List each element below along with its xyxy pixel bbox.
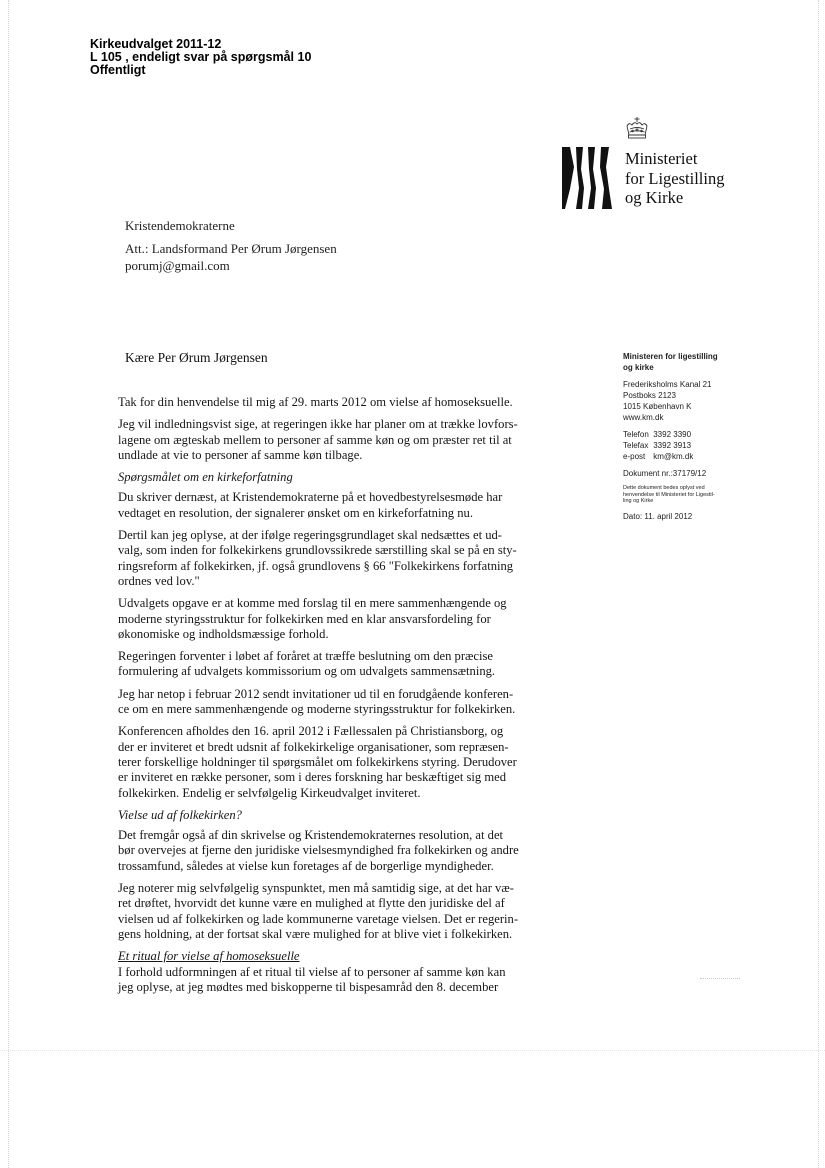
sender-sidebar: [623, 351, 773, 522]
body-paragraph: [118, 724, 558, 800]
ministry-name-line: og Kirke: [625, 188, 684, 207]
text-line: Du skriver dernæst, at Kristendemokraterne på et hovedbestyrelsesmøde har: [118, 490, 503, 505]
section-heading: [118, 949, 558, 964]
text-line: bør overvejes at fjerne den juridiske vielsesmyndighed fra folkekirken og andre: [118, 843, 519, 858]
address-line: Frederiksholms Kanal 21: [623, 380, 712, 389]
body-paragraph: [118, 528, 558, 589]
address-line: 1015 København K: [623, 402, 692, 411]
text-line: ce om en mere sammenhængende og moderne styringsstruktur for folkekirken.: [118, 702, 516, 717]
text-line: økonomiske og indholdsmæssige forhold.: [118, 626, 329, 641]
body-paragraph: [118, 687, 558, 718]
letter-body: [118, 395, 558, 1002]
contact-phone: Telefon 3392 3390: [623, 430, 692, 439]
letter-date: Dato: 11. april 2012: [623, 511, 693, 521]
text-line: ringsreform af folkekirken, jf. også grundlovens § 66 "Folkekirkens forfatning: [118, 558, 514, 573]
stamp-line-committee: Kirkeudvalget 2011-12: [90, 37, 222, 51]
ministry-mark-icon: [562, 147, 612, 209]
text-line: Konferencen afholdes den 16. april 2012 i Fællessalen på Christiansborg, og: [118, 724, 504, 739]
contact-fax: Telefax 3392 3913: [623, 441, 692, 450]
website: www.km.dk: [623, 413, 664, 422]
text-line: Spørgsmålet om en kirkeforfatning: [118, 470, 293, 485]
section-heading: [118, 470, 558, 485]
section-heading: [118, 808, 558, 823]
scan-artifact: [8, 0, 9, 1168]
salutation: Kære Per Ørum Jørgensen: [125, 350, 268, 365]
text-line: folkekirken. Endelig er selvfølgelig Kirkeudvalget inviteret.: [118, 785, 421, 800]
text-line: I forhold udformningen af et ritual til vielse af to personer af samme køn kan: [118, 964, 506, 979]
text-line: gens holdning, at der fortsat skal være mulighed for at blive viet i folkekirken.: [118, 926, 513, 941]
text-line: ret drøftet, hvorvidt det kunne være en mulighed at flytte den juridiske del af: [118, 896, 505, 911]
text-line: Et ritual for vielse af homoseksuelle: [118, 949, 300, 964]
body-paragraph: [118, 828, 558, 874]
text-line: jeg oplyse, at jeg mødtes med biskopperne til bispesamråd den 8. december: [118, 979, 499, 994]
recipient-address: [125, 217, 337, 274]
body-paragraph: [118, 596, 558, 642]
text-line: Vielse ud af folkekirken?: [118, 807, 242, 822]
body-paragraph: [118, 417, 558, 463]
text-line: Jeg vil indledningsvist sige, at regeringen ikke har planer om at trække lovfors-: [118, 417, 518, 432]
text-line: valg, som inden for folkekirkens grundlovssikrede særstilling skal se på en sty-: [118, 543, 517, 558]
text-line: Regeringen forventer i løbet af foråret at træffe beslutning om den præcise: [118, 649, 494, 664]
ministry-name-line: Ministeriet: [625, 149, 698, 168]
scan-artifact: [700, 978, 740, 979]
contact-email: e-post km@km.dk: [623, 452, 694, 461]
stamp-line-public: Offentligt: [90, 63, 146, 77]
text-line: vielsen ud af folkekirken og lade kommunerne varetage vielsen. Det er regerin-: [118, 911, 519, 926]
crown-icon: [624, 116, 650, 142]
reference-note: Dette dokument bedes oplyst ved henvendelse til Ministeriet for Ligestil- ling og Kirke: [623, 485, 715, 504]
text-line: terer forskellige holdninger til spørgsmålet om folkekirkens styring. Derudover: [118, 754, 517, 769]
body-paragraph: [118, 965, 558, 996]
body-paragraph: [118, 649, 558, 680]
body-paragraph: [118, 490, 558, 521]
text-line: trossamfund, således at vielse kun foretages af de borgerlige myndigheder.: [118, 858, 494, 873]
ministry-name: [625, 149, 724, 208]
stamp-line-answer: L 105 , endeligt svar på spørgsmål 10: [90, 50, 312, 64]
text-line: undlade at vie to personer af samme køn tilbage.: [118, 447, 363, 462]
text-line: Jeg noterer mig selvfølgelig synspunktet, men må samtidig sige, at det har væ-: [118, 881, 514, 896]
recipient-email: porumj@gmail.com: [125, 258, 230, 273]
text-line: vedtaget en resolution, der signalerer ønsket om en kirkeforfatning nu.: [118, 505, 473, 520]
scan-artifact: [0, 1050, 825, 1051]
body-paragraph: [118, 395, 558, 410]
document-number: Dokument nr.:37179/12: [623, 469, 707, 478]
sender-name: og kirke: [623, 363, 654, 372]
text-line: er inviteret en række personer, som i deres forskning har beskæftiget sig med: [118, 770, 507, 785]
address-line: Postboks 2123: [623, 391, 676, 400]
text-line: ordnes ved lov.": [118, 573, 200, 588]
text-line: moderne styringsstruktur for folkekirken med en klar ansvarsfordeling for: [118, 611, 491, 626]
text-line: Det fremgår også af din skrivelse og Kristendemokraternes resolution, at det: [118, 828, 504, 843]
text-line: Dertil kan jeg oplyse, at der ifølge regeringsgrundlaget skal nedsættes et ud-: [118, 528, 502, 543]
sender-name: Ministeren for ligestilling: [623, 352, 718, 361]
ministry-name-line: for Ligestilling: [625, 168, 725, 188]
text-line: Udvalgets opgave er at komme med forslag til en mere sammenhængende og: [118, 596, 507, 611]
text-line: Tak for din henvendelse til mig af 29. marts 2012 om vielse af homoseksuelle.: [118, 395, 513, 409]
text-line: der er inviteret et bredt udsnit af folkekirkelige organisationer, som repræsen-: [118, 739, 509, 754]
text-line: Jeg har netop i februar 2012 sendt invitationer ud til en forudgående konferen-: [118, 686, 514, 701]
document-stamp: [90, 38, 311, 77]
scan-artifact: [818, 0, 819, 1168]
recipient-attention: Att.: Landsformand Per Ørum Jørgensen: [125, 241, 337, 256]
body-paragraph: [118, 881, 558, 942]
recipient-organisation: Kristendemokraterne: [125, 218, 235, 233]
text-line: formulering af udvalgets kommissorium og om udvalgets sammensætning.: [118, 664, 496, 679]
text-line: lagene om ægteskab mellem to personer af samme køn og om præster ret til at: [118, 432, 512, 447]
